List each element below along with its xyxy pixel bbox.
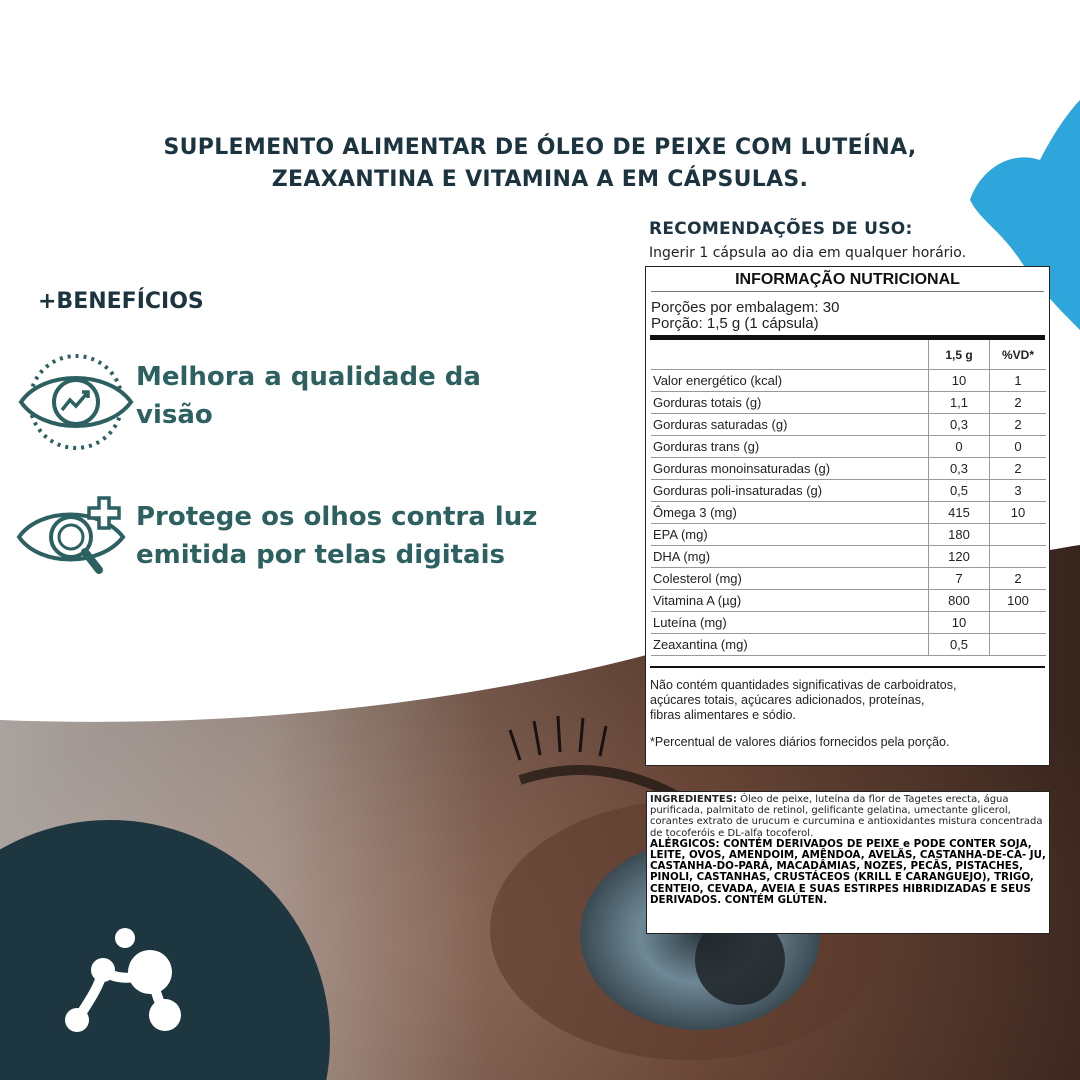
eye-chart-icon [18,352,136,452]
nutrient-value: 800 [929,590,990,612]
benefit-1-line1: Melhora a qualidade da [136,362,481,392]
nutrient-label: Gorduras totais (g) [651,392,929,414]
nutrient-label: DHA (mg) [651,546,929,568]
nutrient-row [651,568,1046,590]
nutrition-servings [646,292,1049,335]
nutrient-value: 415 [929,502,990,524]
nutrient-row [651,524,1046,546]
nutrient-value: 1,1 [929,392,990,414]
nutrient-row [651,590,1046,612]
nutrient-row [651,436,1046,458]
nutrient-row [651,480,1046,502]
nutrient-label: Vitamina A (µg) [651,590,929,612]
nutrient-daily-value [990,612,1047,634]
nutrient-label: Gorduras monoinsaturadas (g) [651,458,929,480]
ingredients-text: Óleo de peixe, luteína da flor de Tagetes erecta, água purificada, palmitato de retinol, gelificante gelatina, umectante glicerol, corantes extrato de urucum e curcumina e antioxidantes mistura concentrada de tocoferóis e DL-alfa tocoferol. [650,794,1043,839]
nutrition-note-line3: fibras alimentares e sódio. [650,708,796,722]
nutrient-label: Gorduras poli-insaturadas (g) [651,480,929,502]
nutrient-header-vd: %VD* [990,340,1047,370]
nutrient-daily-value [990,524,1047,546]
nutrition-facts-table [645,266,1050,766]
nutrient-value: 7 [929,568,990,590]
benefit-2-line2: emitida por telas digitais [136,540,505,570]
nutrition-note [646,668,1049,723]
nutrient-daily-value: 2 [990,392,1047,414]
nutrient-label: Ômega 3 (mg) [651,502,929,524]
nutrient-daily-value: 2 [990,568,1047,590]
nutrition-note-line1: Não contém quantidades significativas de carboidratos, [650,678,957,692]
nutrient-row [651,392,1046,414]
nutrient-label: Valor energético (kcal) [651,370,929,392]
product-title-line1: SUPLEMENTO ALIMENTAR DE ÓLEO DE PEIXE COM LUTEÍNA, [163,135,917,160]
nutrient-value: 0,5 [929,634,990,656]
allergens-text: ALÉRGICOS: CONTÉM DERIVADOS DE PEIXE e PODE CONTER SOJA, LEITE, OVOS, AMENDOIM, AMÊNDOA, AVELÃS, CASTANHA-DE-CA- JU, CASTANHA-DO-PARÁ, MACADÂMIAS, NOZES, PECÃS, PISTACHES, PINOLI, CASTANHAS, CRUSTÁCEOS (KRILL E CARANGUEJO), TRIGO, CENTEIO, CEVADA, AVEIA E SUAS ESTIRPES HIBRIDIZADAS E SEUS DERIVADOS. CONTÉM GLÚTEN. [650,837,1046,906]
nutrient-label: Gorduras saturadas (g) [651,414,929,436]
benefit-item-1 [136,358,481,434]
nutrient-value: 10 [929,370,990,392]
nutrient-daily-value: 3 [990,480,1047,502]
nutrition-title: INFORMAÇÃO NUTRICIONAL [651,267,1044,292]
nutrient-row [651,546,1046,568]
recommendations-heading: RECOMENDAÇÕES DE USO: [649,219,913,239]
benefit-2-line1: Protege os olhos contra luz [136,502,538,532]
nutrient-row [651,370,1046,392]
nutrient-value: 0,3 [929,458,990,480]
nutrient-value: 0 [929,436,990,458]
nutrient-value: 0,3 [929,414,990,436]
nutrient-header-label [651,340,929,370]
nutrient-daily-value: 100 [990,590,1047,612]
nutrient-row [651,458,1046,480]
nutrient-value: 0,5 [929,480,990,502]
benefit-item-2 [136,498,537,574]
nutrient-row [651,414,1046,436]
benefit-1-line2: visão [136,400,213,430]
nutrient-row [651,612,1046,634]
nutrient-daily-value: 2 [990,458,1047,480]
nutrient-value: 180 [929,524,990,546]
nutrient-label: EPA (mg) [651,524,929,546]
nutrition-footnote: *Percentual de valores diários fornecidos pela porção. [650,735,950,749]
brand-molecule-logo [55,920,195,1040]
product-title [100,132,980,196]
ingredients-box [646,791,1050,934]
nutrient-row [651,502,1046,524]
recommendations-text: Ingerir 1 cápsula ao dia em qualquer horário. [649,245,967,261]
eye-magnifier-plus-icon [15,492,130,588]
portion-size: Porção: 1,5 g (1 cápsula) [651,315,819,332]
nutrient-value: 120 [929,546,990,568]
nutrition-note-line2: açúcares totais, açúcares adicionados, proteínas, [650,693,925,707]
nutrient-daily-value [990,546,1047,568]
nutrient-daily-value: 2 [990,414,1047,436]
servings-per-package: Porções por embalagem: 30 [651,299,840,316]
nutrient-label: Colesterol (mg) [651,568,929,590]
nutrient-daily-value: 10 [990,502,1047,524]
nutrient-label: Gorduras trans (g) [651,436,929,458]
nutrient-daily-value [990,634,1047,656]
nutrient-value: 10 [929,612,990,634]
nutrient-label: Zeaxantina (mg) [651,634,929,656]
benefits-heading: +BENEFÍCIOS [38,289,204,314]
nutrient-header-row [651,340,1046,370]
nutrient-daily-value: 0 [990,436,1047,458]
nutrient-daily-value: 1 [990,370,1047,392]
product-title-line2: ZEAXANTINA E VITAMINA A EM CÁPSULAS. [271,167,809,192]
nutrient-row [651,634,1046,656]
nutrient-header-value: 1,5 g [929,340,990,370]
nutrient-table [651,340,1046,656]
nutrient-label: Luteína (mg) [651,612,929,634]
ingredients-label: INGREDIENTES: [650,794,737,805]
